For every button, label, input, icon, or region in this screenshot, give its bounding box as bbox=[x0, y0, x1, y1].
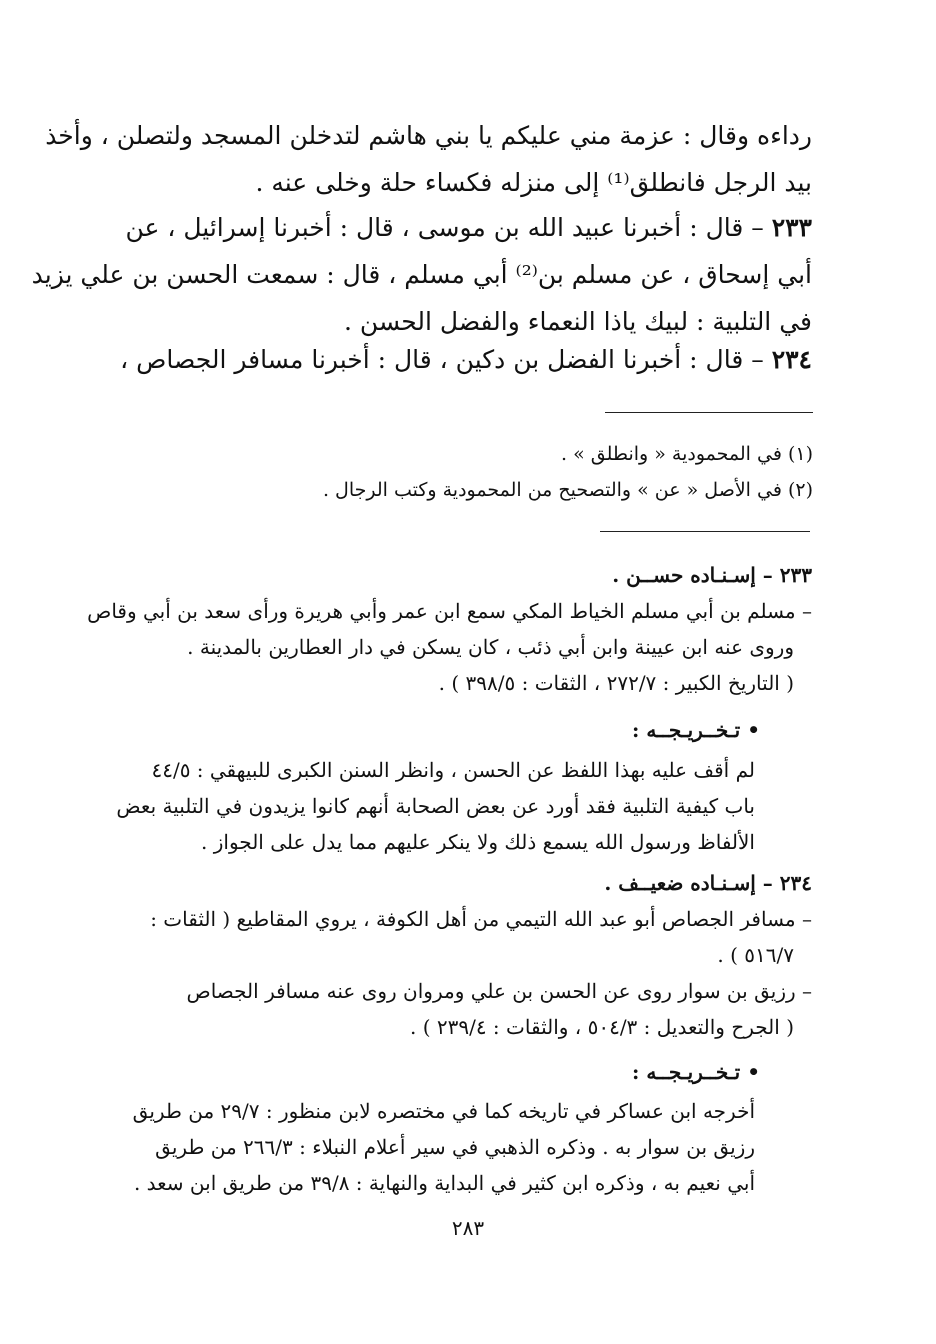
main-paragraph-234 bbox=[120, 336, 812, 383]
text-line: رزيق بن سوار به . وذكره الذهبي في سير أعلام النبلاء : ٢٦٦/٣ من طريق bbox=[155, 1135, 755, 1159]
text-line: أبي إسحاق ، عن مسلم بن⁽²⁾ أبي مسلم ، قال : سمعت الحسن بن علي يزيد bbox=[31, 260, 812, 289]
main-paragraph-1 bbox=[45, 112, 812, 206]
footnote: (٢) في الأصل « عن » والتصحيح من المحمودية وكتب الرجال . bbox=[322, 479, 813, 501]
text-line: أخرجه ابن عساكر في تاريخه كما في مختصره لابن منظور : ٢٩/٧ من طريق bbox=[132, 1099, 755, 1123]
footnotes bbox=[250, 436, 813, 508]
footnote: (١) في المحمودية « وانطلق » . bbox=[560, 443, 813, 465]
footnote-divider bbox=[605, 412, 813, 413]
section-heading: ٢٣٣ – إسـنـاده حســن . bbox=[612, 563, 812, 587]
text-line: – رزيق بن سوار روى عن الحسن بن علي ومروان روى عنه مسافر الجصاص bbox=[186, 979, 812, 1003]
text-line: بيد الرجل فانطلق⁽¹⁾ إلى منزله فكساء حلة وخلى عنه . bbox=[255, 168, 812, 197]
text-line: ٥١٦/٧ ) . bbox=[717, 943, 794, 967]
text-line: – مسلم بن أبي مسلم الخياط المكي سمع ابن عمر وأبي هريرة ورأى سعد بن أبي وقاص bbox=[87, 599, 812, 623]
takhrij-233 bbox=[135, 712, 812, 748]
text-line: أبي نعيم به ، وذكره ابن كثير في البداية والنهاية : ٣٩/٨ من طريق ابن سعد . bbox=[133, 1171, 755, 1195]
commentary-234 bbox=[135, 865, 812, 1045]
section-heading: • تـخــريـجــه : bbox=[632, 718, 760, 742]
text-line: في التلبية : لبيك ياذا النعماء والفضل الحسن . bbox=[344, 307, 812, 336]
text-line: – مسافر الجصاص أبو عبد الله التيمي من أهل الكوفة ، يروي المقاطيع ( الثقات : bbox=[150, 907, 812, 931]
text-line: وروى عنه ابن عيينة وابن أبي ذئب ، كان يسكن في دار العطارين بالمدينة . bbox=[187, 635, 794, 659]
takhrij-234-body bbox=[132, 1093, 755, 1201]
page-number: ٢٨٣ bbox=[451, 1216, 485, 1240]
section-heading: • تـخــريـجــه : bbox=[632, 1060, 760, 1084]
text-line: ( التاريخ الكبير : ٢٧٢/٧ ، الثقات : ٣٩٨/٥ ) . bbox=[438, 671, 794, 695]
text-line: لم أقف عليه بهذا اللفظ عن الحسن ، وانظر السنن الكبرى للبيهقي : ٤٤/٥ bbox=[151, 758, 755, 782]
text-line: باب كيفية التلبية فقد أورد عن بعض الصحابة أنهم كانوا يزيدون في التلبية بعض bbox=[116, 794, 755, 818]
text-line: رداءه وقال : عزمة مني عليكم يا بني هاشم لتدخلن المسجد ولتصلن ، وأخذ bbox=[45, 121, 812, 150]
text-line bbox=[120, 336, 812, 383]
text-line: الألفاظ ورسول الله يسمع ذلك ولا ينكر عليهم مما يدل على الجواز . bbox=[201, 830, 755, 854]
text-line: ( الجرح والتعديل : ٥٠٤/٣ ، والثقات : ٢٣٩/٤ ) . bbox=[409, 1015, 794, 1039]
commentary-233 bbox=[87, 557, 812, 701]
section-heading: ٢٣٤ – إسـنـاده ضعيــف . bbox=[604, 871, 812, 895]
text-line bbox=[125, 204, 812, 251]
text-span: – قال : أخبرنا عبيد الله بن موسى ، قال : أخبرنا إسرائيل ، عن bbox=[125, 213, 764, 242]
commentary-divider bbox=[600, 531, 810, 532]
text-span: – قال : أخبرنا الفضل بن دكين ، قال : أخبرنا مسافر الجصاص ، bbox=[120, 345, 764, 374]
takhrij-234 bbox=[135, 1054, 812, 1090]
hadith-number: ٢٣٣ bbox=[771, 213, 812, 242]
takhrij-233-body bbox=[116, 752, 755, 860]
main-paragraph-233 bbox=[31, 204, 812, 345]
hadith-number: ٢٣٤ bbox=[771, 345, 812, 374]
